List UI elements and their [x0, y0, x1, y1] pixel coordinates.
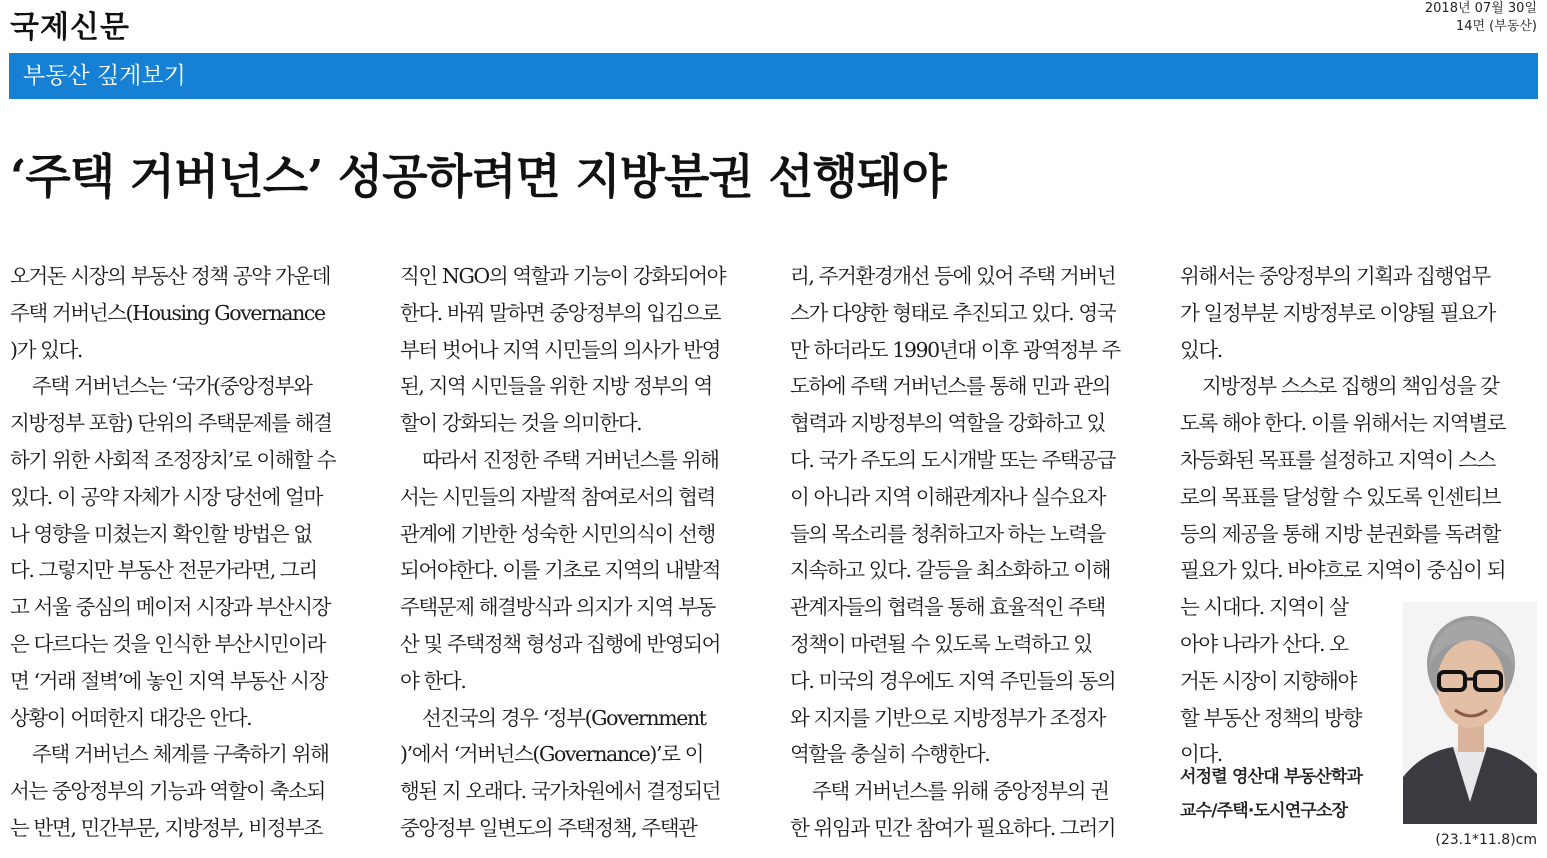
text-line: 할 부동산 정책의 방향 [1180, 705, 1361, 730]
text-line: 만 하더라도 1990년대 이후 광역정부 주 [790, 337, 1120, 362]
text-line: 산 및 주택정책 형성과 집행에 반영되어 [400, 631, 721, 656]
text-line: 리, 주거환경개선 등에 있어 주택 거버넌 [790, 264, 1116, 288]
text-line: 지방정부 스스로 집행의 책임성을 갖 [1202, 374, 1499, 399]
text-line: 선진국의 경우 ‘정부(Government [422, 705, 706, 730]
text-line: 다. 국가 주도의 도시개발 또는 주택공급 [790, 447, 1116, 472]
text-line: 부터 벗어나 지역 시민들의 의사가 반영 [400, 337, 721, 362]
text-line: 주택문제 해결방식과 의지가 지역 부동 [400, 595, 715, 620]
text-line: 역할을 충실히 수행한다. [790, 742, 990, 767]
text-line: 로의 목표를 달성할 수 있도록 인센티브 [1180, 484, 1501, 509]
text-line: 는 시대다. 지역이 살 [1180, 595, 1348, 620]
text-line: 주택 거버넌스(Housing Governance [10, 300, 325, 325]
text-line: 필요가 있다. 바야흐로 지역이 중심이 되 [1180, 558, 1506, 583]
text-line: 와 지지를 기반으로 지방정부가 조정자 [790, 705, 1105, 730]
text-line: 행된 지 오래다. 국가차원에서 결정되던 [400, 779, 721, 804]
text-line: 도하에 주택 거버넌스를 통해 민과 관의 [790, 374, 1111, 399]
text-line: 서는 중앙정부의 기능과 역할이 축소되 [10, 779, 325, 804]
text-line: 하기 위한 사회적 조정장치’로 이해할 수 [10, 447, 336, 472]
issue-meta [1425, 0, 1537, 36]
text-line: 가 일정부분 지방정부로 이양될 필요가 [1180, 300, 1495, 325]
text-line: 은 다르다는 것을 인식한 부산시민이라 [10, 631, 325, 656]
text-line: 정책이 마련될 수 있도록 노력하고 있 [790, 631, 1092, 656]
author-byline [1180, 760, 1394, 828]
issue-date: 2018년 07월 30일 [1424, 1, 1537, 16]
text-line: 위해서는 중앙정부의 기획과 집행업무 [1180, 264, 1490, 288]
text-line: 직인 NGO의 역할과 기능이 강화되어야 [400, 264, 726, 288]
text-line: 스가 다양한 형태로 추진되고 있다. 영국 [790, 300, 1116, 325]
text-line: 들의 목소리를 청취하고자 하는 노력을 [790, 521, 1105, 546]
text-line: 관계에 기반한 성숙한 시민의식이 선행 [400, 521, 715, 546]
text-line: 도록 해야 한다. 이를 위해서는 지역별로 [1180, 411, 1506, 436]
text-line: 주택 거버넌스는 ‘국가(중앙정부와 [32, 374, 312, 399]
article-column-2 [400, 258, 756, 847]
text-line: 나 영향을 미쳤는지 확인할 방법은 없 [10, 521, 312, 546]
text-line: 주택 거버넌스를 위해 중앙정부의 권 [812, 779, 1109, 804]
text-line: 차등화된 목표를 설정하고 지역이 스스 [1180, 447, 1495, 472]
text-line: )’에서 ‘거버넌스(Governance)’로 이 [400, 742, 704, 767]
text-line: 다. 그렇지만 부동산 전문가라면, 그리 [10, 558, 317, 583]
text-line: 고 서울 중심의 메이저 시장과 부산시장 [10, 595, 331, 620]
section-bar: 부동산 깊게보기 [9, 53, 1538, 99]
text-line: 관계자들의 협력을 통해 효율적인 주택 [790, 595, 1105, 620]
text-line: 되어야한다. 이를 기초로 지역의 내발적 [400, 558, 721, 583]
text-line: 지방정부 포함) 단위의 주택문제를 해결 [10, 411, 332, 436]
text-line: 협력과 지방정부의 역할을 강화하고 있 [790, 411, 1105, 436]
text-line: 면 ‘거래 절벽’에 놓인 지역 부동산 시장 [10, 668, 327, 693]
text-line: 한다. 바꿔 말하면 중앙정부의 입김으로 [400, 300, 721, 325]
text-line: 이 아니라 지역 이해관계자나 실수요자 [790, 484, 1105, 509]
issue-page: 14면 (부동산) [1455, 19, 1537, 34]
text-line: 지속하고 있다. 갈등을 최소화하고 이해 [790, 558, 1111, 583]
text-line: 한 위임과 민간 참여가 필요하다. 그러기 [790, 815, 1116, 840]
text-line: 이다. [1180, 742, 1222, 767]
text-line: 등의 제공을 통해 지방 분권화를 독려할 [1180, 521, 1501, 546]
text-line: 야 한다. [400, 668, 466, 693]
text-line: 된, 지역 시민들을 위한 지방 정부의 역 [400, 374, 712, 399]
text-line: 따라서 진정한 주택 거버넌스를 위해 [422, 447, 719, 472]
text-line: 아야 나라가 산다. 오 [1180, 631, 1348, 656]
author-portrait-icon [1403, 602, 1537, 824]
text-line: 상황이 어떠한지 대강은 안다. [10, 705, 252, 730]
text-line: )가 있다. [10, 337, 83, 362]
text-line: 중앙정부 일변도의 주택정책, 주택관 [400, 815, 697, 840]
text-line: 는 반면, 민간부문, 지방정부, 비정부조 [10, 815, 322, 840]
text-line: 오거돈 시장의 부동산 정책 공약 가운데 [10, 264, 331, 288]
author-photo [1403, 602, 1537, 824]
article-column-3 [790, 258, 1146, 847]
author-name-line: 서정렬 영산대 부동산학과 [1180, 767, 1363, 787]
text-line: 주택 거버넌스 체계를 구축하기 위해 [32, 742, 329, 767]
text-line: 할이 강화되는 것을 의미한다. [400, 411, 642, 436]
article-size-note: (23.1*11.8)cm [1435, 832, 1537, 848]
newspaper-masthead: 국제신문 [10, 10, 130, 45]
text-line: 다. 미국의 경우에도 지역 주민들의 동의 [790, 668, 1116, 693]
article-headline: ‘주택 거버넌스’ 성공하려면 지방분권 선행돼야 [10, 150, 946, 205]
text-line: 서는 시민들의 자발적 참여로서의 협력 [400, 484, 715, 509]
article-column-1 [10, 258, 366, 847]
author-title-line: 교수/주택·도시연구소장 [1180, 801, 1348, 821]
text-line: 거돈 시장이 지향해야 [1180, 668, 1356, 693]
text-line: 있다. 이 공약 자체가 시장 당선에 얼마 [10, 484, 322, 509]
text-line: 있다. [1180, 337, 1222, 362]
